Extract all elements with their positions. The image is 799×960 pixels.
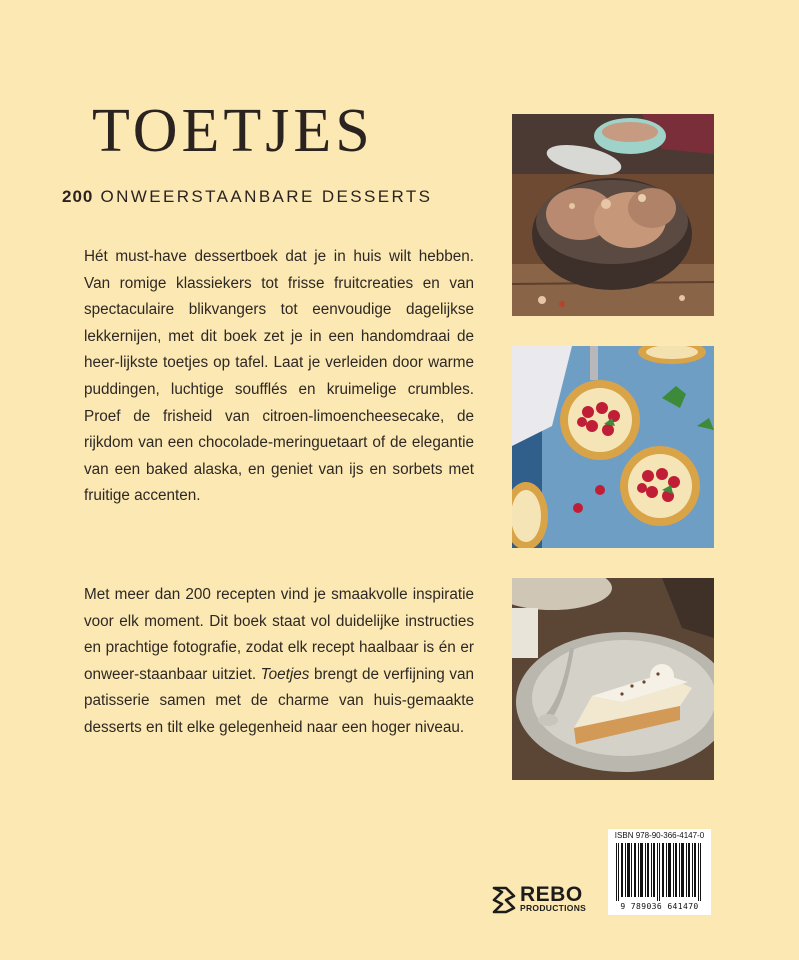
raspberry-tarts-photo [512, 346, 714, 548]
subtitle-number: 200 [62, 187, 94, 206]
book-title: TOETJES [92, 97, 374, 165]
barcode-block [608, 829, 711, 915]
publisher-logo [492, 884, 602, 918]
paragraph-2-intro: Met meer dan 200 recepten vind je smaakvolle inspiratie voor elk moment. Dit boek staat vol duidelijke instructies en prachtige fotografie, zodat elk recept haalbaar is én er onweer-staanbaar uitziet. [84, 586, 474, 683]
subtitle-text: ONWEERSTAANBARE DESSERTS [100, 187, 433, 206]
barcode-number: 9 789036 641470 [620, 902, 699, 911]
publisher-name: REBO [520, 883, 583, 906]
book-subtitle [62, 187, 432, 207]
barcode-icon [616, 843, 703, 901]
isbn-label: ISBN 978-90-366-4147-0 [614, 831, 705, 840]
description-paragraph-2 [84, 582, 474, 742]
cake-slice-photo [512, 578, 714, 780]
rebo-logo-icon [492, 886, 516, 914]
paragraph-2-ending: brengt de verfijning van patisserie samen met de charme van huis-gemaakte desserts en tilt elke gelegenheid naar een hoger niveau. [84, 665, 474, 736]
book-title-inline: Toetjes [260, 665, 310, 683]
publisher-subname: PRODUCTIONS [520, 903, 587, 913]
description-paragraph-1: Hét must-have dessertboek dat je in huis wilt hebben. Van romige klassiekers tot frisse fruitcreaties en van spectaculaire blikvangers tot eenvoudige dagelijkse lekkernijen, met dit boek zet je in een handomdraai de heer-lijkste toetjes op tafel. Laat je verleiden door warme puddingen, luchtige soufflés en kruimelige crumbles. Proef de frisheid van citroen-limoencheesecake, de rijkdom van een chocolade-meringuetaart of de elegantie van een baked alaska, en geniet van ijs en sorbets met fruitige accenten. [84, 248, 474, 505]
ice-cream-photo [512, 114, 714, 316]
